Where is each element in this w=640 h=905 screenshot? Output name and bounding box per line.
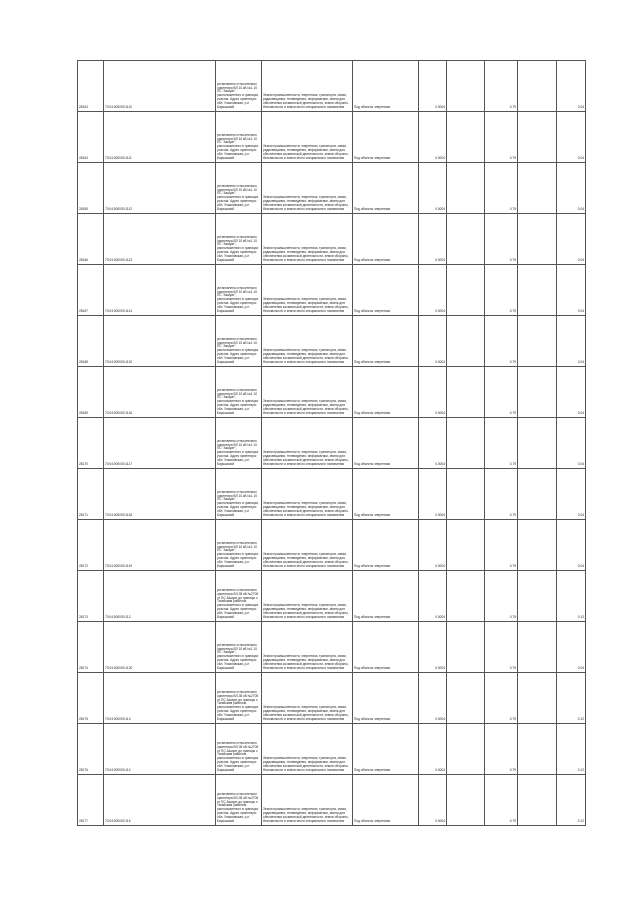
coefficient-value: 0.79 xyxy=(485,367,518,418)
table-row xyxy=(78,571,586,622)
cadastral-number: 73:04:000000:1118 xyxy=(104,469,216,520)
coefficient-value: 0.79 xyxy=(485,163,518,214)
land-category: Земли промышленности, энергетики, транспорта, связи, радиовещания, телевидения, информатики, земли для обеспечения космической деятельности, земли обороны, безопасности и земли иного специального назначения xyxy=(262,469,353,520)
location-description: установлено относительно ориентира ВЛ-35 кВ №2705 от ПС Акшуат до границы с Тагайским районом, расположенного в границах участка. Адрес ориентира: обл. Ульяновская, р-н Барышский xyxy=(216,775,262,826)
table-row xyxy=(78,61,586,112)
permitted-use: Под объекты энергетики xyxy=(353,112,419,163)
coefficient-value: 0.79 xyxy=(485,112,518,163)
area-value: 0.0004 xyxy=(419,724,447,775)
row-number: 28170 xyxy=(78,418,104,469)
cadastral-number: 73:04:000000:1117 xyxy=(104,418,216,469)
land-category: Земли промышленности, энергетики, транспорта, связи, радиовещания, телевидения, информатики, земли для обеспечения космической деятельности, земли обороны, безопасности и земли иного специального назначения xyxy=(262,367,353,418)
empty-cell xyxy=(518,775,557,826)
coefficient-value: 0.79 xyxy=(485,622,518,673)
location-description: установлено относительно ориентира ВЛ 10 кВ №1 10 ПС "Акшуат", расположенного в границах участка. Адрес ориентира: обл. Ульяновская, р-н Барышский xyxy=(216,418,262,469)
cadastral-number: 73:04:000000:112 xyxy=(104,571,216,622)
area-value: 0.0004 xyxy=(419,673,447,724)
result-value: 0.12 xyxy=(557,673,586,724)
cadastral-number: 73:04:000000:1115 xyxy=(104,316,216,367)
coefficient-value: 0.79 xyxy=(485,775,518,826)
table-row xyxy=(78,163,586,214)
table-row xyxy=(78,724,586,775)
coefficient-value: 0.79 xyxy=(485,265,518,316)
cadastral-number: 73:04:000000:1116 xyxy=(104,367,216,418)
result-value: 0.12 xyxy=(557,571,586,622)
empty-cell xyxy=(447,112,485,163)
result-value: 0.04 xyxy=(557,418,586,469)
location-description: установлено относительно ориентира ВЛ-35 кВ №2705 от ПС Акшуат до границы с Тагайским районом, расположенного в границах участка. Адрес ориентира: обл. Ульяновская, р-н Барышский xyxy=(216,571,262,622)
location-description: установлено относительно ориентира ВЛ 10 кВ №1 10 ПС "Акшуат", расположенного в границах участка. Адрес ориентира: обл. Ульяновская, р-н Барышский xyxy=(216,469,262,520)
area-value: 0.0004 xyxy=(419,775,447,826)
row-number: 28176 xyxy=(78,724,104,775)
empty-cell xyxy=(447,163,485,214)
location-description: установлено относительно ориентира ВЛ 10 кВ №1 10 ПС "Акшуат", расположенного в границах участка. Адрес ориентира: обл. Ульяновская, р-н Барышский xyxy=(216,112,262,163)
land-category: Земли промышленности, энергетики, транспорта, связи, радиовещания, телевидения, информатики, земли для обеспечения космической деятельности, земли обороны, безопасности и земли иного специального назначения xyxy=(262,61,353,112)
row-number: 28167 xyxy=(78,265,104,316)
empty-cell xyxy=(447,61,485,112)
land-category: Земли промышленности, энергетики, транспорта, связи, радиовещания, телевидения, информатики, земли для обеспечения космической деятельности, земли обороны, безопасности и земли иного специального назначения xyxy=(262,724,353,775)
table-row xyxy=(78,622,586,673)
land-category: Земли промышленности, энергетики, транспорта, связи, радиовещания, телевидения, информатики, земли для обеспечения космической деятельности, земли обороны, безопасности и земли иного специального назначения xyxy=(262,265,353,316)
cadastral-number: 73:04:000000:1113 xyxy=(104,214,216,265)
coefficient-value: 0.79 xyxy=(485,214,518,265)
cadastral-number: 73:04:000000:1112 xyxy=(104,163,216,214)
empty-cell xyxy=(518,61,557,112)
land-plot-table-body xyxy=(78,61,586,826)
row-number: 28175 xyxy=(78,673,104,724)
land-plot-table xyxy=(77,60,586,826)
land-category: Земли промышленности, энергетики, транспорта, связи, радиовещания, телевидения, информатики, земли для обеспечения космической деятельности, земли обороны, безопасности и земли иного специального назначения xyxy=(262,622,353,673)
permitted-use: Под объекты энергетики xyxy=(353,571,419,622)
land-category: Земли промышленности, энергетики, транспорта, связи, радиовещания, телевидения, информатики, земли для обеспечения космической деятельности, земли обороны, безопасности и земли иного специального назначения xyxy=(262,520,353,571)
area-value: 0.0004 xyxy=(419,571,447,622)
cadastral-number: 73:04:000000:114 xyxy=(104,724,216,775)
coefficient-value: 0.79 xyxy=(485,520,518,571)
permitted-use: Под объекты энергетики xyxy=(353,469,419,520)
row-number: 28163 xyxy=(78,61,104,112)
table-row xyxy=(78,367,586,418)
permitted-use: Под объекты энергетики xyxy=(353,673,419,724)
permitted-use: Под объекты энергетики xyxy=(353,418,419,469)
area-value: 0.0004 xyxy=(419,622,447,673)
permitted-use: Под объекты энергетики xyxy=(353,622,419,673)
land-category: Земли промышленности, энергетики, транспорта, связи, радиовещания, телевидения, информатики, земли для обеспечения космической деятельности, земли обороны, безопасности и земли иного специального назначения xyxy=(262,418,353,469)
table-row xyxy=(78,418,586,469)
result-value: 0.12 xyxy=(557,775,586,826)
area-value: 0.0004 xyxy=(419,418,447,469)
location-description: установлено относительно ориентира ВЛ 10 кВ №1 10 ПС "Акшуат", расположенного в границах участка. Адрес ориентира: обл. Ульяновская, р-н Барышский xyxy=(216,214,262,265)
location-description: установлено относительно ориентира ВЛ 10 кВ №1 10 ПС "Акшуат", расположенного в границах участка. Адрес ориентира: обл. Ульяновская, р-н Барышский xyxy=(216,520,262,571)
empty-cell xyxy=(447,622,485,673)
empty-cell xyxy=(518,724,557,775)
empty-cell xyxy=(447,724,485,775)
permitted-use: Под объекты энергетики xyxy=(353,367,419,418)
land-category: Земли промышленности, энергетики, транспорта, связи, радиовещания, телевидения, информатики, земли для обеспечения космической деятельности, земли обороны, безопасности и земли иного специального назначения xyxy=(262,112,353,163)
land-category: Земли промышленности, энергетики, транспорта, связи, радиовещания, телевидения, информатики, земли для обеспечения космической деятельности, земли обороны, безопасности и земли иного специального назначения xyxy=(262,571,353,622)
permitted-use: Под объекты энергетики xyxy=(353,316,419,367)
cadastral-number: 73:04:000000:115 xyxy=(104,775,216,826)
result-value: 0.04 xyxy=(557,163,586,214)
table-row xyxy=(78,469,586,520)
permitted-use: Под объекты энергетики xyxy=(353,520,419,571)
cadastral-number: 73:04:000000:1110 xyxy=(104,61,216,112)
empty-cell xyxy=(518,163,557,214)
empty-cell xyxy=(447,571,485,622)
result-value: 0.04 xyxy=(557,265,586,316)
result-value: 0.04 xyxy=(557,622,586,673)
permitted-use: Под объекты энергетики xyxy=(353,724,419,775)
empty-cell xyxy=(518,622,557,673)
empty-cell xyxy=(447,469,485,520)
cadastral-number: 73:04:000000:1111 xyxy=(104,112,216,163)
land-category: Земли промышленности, энергетики, транспорта, связи, радиовещания, телевидения, информатики, земли для обеспечения космической деятельности, земли обороны, безопасности и земли иного специального назначения xyxy=(262,316,353,367)
location-description: установлено относительно ориентира ВЛ 10 кВ №1 10 ПС "Акшуат", расположенного в границах участка. Адрес ориентира: обл. Ульяновская, р-н Барышский xyxy=(216,622,262,673)
empty-cell xyxy=(518,367,557,418)
land-category: Земли промышленности, энергетики, транспорта, связи, радиовещания, телевидения, информатики, земли для обеспечения космической деятельности, земли обороны, безопасности и земли иного специального назначения xyxy=(262,163,353,214)
empty-cell xyxy=(518,520,557,571)
coefficient-value: 0.79 xyxy=(485,469,518,520)
empty-cell xyxy=(447,265,485,316)
location-description: установлено относительно ориентира ВЛ 10 кВ №1 10 ПС "Акшуат", расположенного в границах участка. Адрес ориентира: обл. Ульяновская, р-н Барышский xyxy=(216,265,262,316)
row-number: 28168 xyxy=(78,316,104,367)
land-category: Земли промышленности, энергетики, транспорта, связи, радиовещания, телевидения, информатики, земли для обеспечения космической деятельности, земли обороны, безопасности и земли иного специального назначения xyxy=(262,673,353,724)
area-value: 0.0004 xyxy=(419,367,447,418)
result-value: 0.04 xyxy=(557,61,586,112)
table-row xyxy=(78,214,586,265)
cadastral-number: 73:04:000000:1114 xyxy=(104,265,216,316)
coefficient-value: 0.79 xyxy=(485,61,518,112)
result-value: 0.04 xyxy=(557,214,586,265)
permitted-use: Под объекты энергетики xyxy=(353,775,419,826)
row-number: 28166 xyxy=(78,214,104,265)
coefficient-value: 0.79 xyxy=(485,316,518,367)
location-description: установлено относительно ориентира ВЛ-35 кВ №2705 от ПС Акшуат до границы с Тагайским районом, расположенного в границах участка. Адрес ориентира: обл. Ульяновская, р-н Барышский xyxy=(216,724,262,775)
row-number: 28165 xyxy=(78,163,104,214)
cadastral-number: 73:04:000000:1119 xyxy=(104,520,216,571)
empty-cell xyxy=(518,214,557,265)
cadastral-number: 73:04:000000:1120 xyxy=(104,622,216,673)
empty-cell xyxy=(518,316,557,367)
area-value: 0.0004 xyxy=(419,469,447,520)
row-number: 28173 xyxy=(78,571,104,622)
row-number: 28172 xyxy=(78,520,104,571)
location-description: установлено относительно ориентира ВЛ 10 кВ №1 10 ПС "Акшуат", расположенного в границах участка. Адрес ориентира: обл. Ульяновская, р-н Барышский xyxy=(216,316,262,367)
result-value: 0.04 xyxy=(557,367,586,418)
coefficient-value: 0.79 xyxy=(485,571,518,622)
location-description: установлено относительно ориентира ВЛ 10 кВ №1 10 ПС "Акшуат", расположенного в границах участка. Адрес ориентира: обл. Ульяновская, р-н Барышский xyxy=(216,163,262,214)
empty-cell xyxy=(447,418,485,469)
table-row xyxy=(78,265,586,316)
empty-cell xyxy=(518,265,557,316)
empty-cell xyxy=(518,112,557,163)
coefficient-value: 0.79 xyxy=(485,418,518,469)
empty-cell xyxy=(447,775,485,826)
area-value: 0.0004 xyxy=(419,520,447,571)
result-value: 0.04 xyxy=(557,316,586,367)
empty-cell xyxy=(518,469,557,520)
empty-cell xyxy=(447,367,485,418)
area-value: 0.0004 xyxy=(419,214,447,265)
cadastral-number: 73:04:000000:113 xyxy=(104,673,216,724)
location-description: установлено относительно ориентира ВЛ 10 кВ №1 10 ПС "Акшуат", расположенного в границах участка. Адрес ориентира: обл. Ульяновская, р-н Барышский xyxy=(216,61,262,112)
area-value: 0.0004 xyxy=(419,112,447,163)
row-number: 28164 xyxy=(78,112,104,163)
land-category: Земли промышленности, энергетики, транспорта, связи, радиовещания, телевидения, информатики, земли для обеспечения космической деятельности, земли обороны, безопасности и земли иного специального назначения xyxy=(262,214,353,265)
land-category: Земли промышленности, энергетики, транспорта, связи, радиовещания, телевидения, информатики, земли для обеспечения космической деятельности, земли обороны, безопасности и земли иного специального назначения xyxy=(262,775,353,826)
permitted-use: Под объекты энергетики xyxy=(353,265,419,316)
empty-cell xyxy=(447,316,485,367)
result-value: 0.04 xyxy=(557,520,586,571)
coefficient-value: 0.79 xyxy=(485,724,518,775)
table-row xyxy=(78,673,586,724)
coefficient-value: 0.79 xyxy=(485,673,518,724)
row-number: 28177 xyxy=(78,775,104,826)
area-value: 0.0004 xyxy=(419,316,447,367)
result-value: 0.04 xyxy=(557,469,586,520)
row-number: 28169 xyxy=(78,367,104,418)
table-row xyxy=(78,112,586,163)
empty-cell xyxy=(447,673,485,724)
empty-cell xyxy=(518,571,557,622)
area-value: 0.0004 xyxy=(419,61,447,112)
empty-cell xyxy=(518,673,557,724)
row-number: 28174 xyxy=(78,622,104,673)
row-number: 28171 xyxy=(78,469,104,520)
area-value: 0.0004 xyxy=(419,163,447,214)
result-value: 0.04 xyxy=(557,112,586,163)
area-value: 0.0004 xyxy=(419,265,447,316)
empty-cell xyxy=(518,418,557,469)
table-row xyxy=(78,520,586,571)
location-description: установлено относительно ориентира ВЛ-35 кВ №2705 от ПС Акшуат до границы с Тагайским районом, расположенного в границах участка. Адрес ориентира: обл. Ульяновская, р-н Барышский xyxy=(216,673,262,724)
result-value: 0.12 xyxy=(557,724,586,775)
empty-cell xyxy=(447,214,485,265)
table-row xyxy=(78,775,586,826)
location-description: установлено относительно ориентира ВЛ 10 кВ №1 10 ПС "Акшуат", расположенного в границах участка. Адрес ориентира: обл. Ульяновская, р-н Барышский xyxy=(216,367,262,418)
permitted-use: Под объекты энергетики xyxy=(353,163,419,214)
empty-cell xyxy=(447,520,485,571)
table-row xyxy=(78,316,586,367)
permitted-use: Под объекты энергетики xyxy=(353,61,419,112)
permitted-use: Под объекты энергетики xyxy=(353,214,419,265)
